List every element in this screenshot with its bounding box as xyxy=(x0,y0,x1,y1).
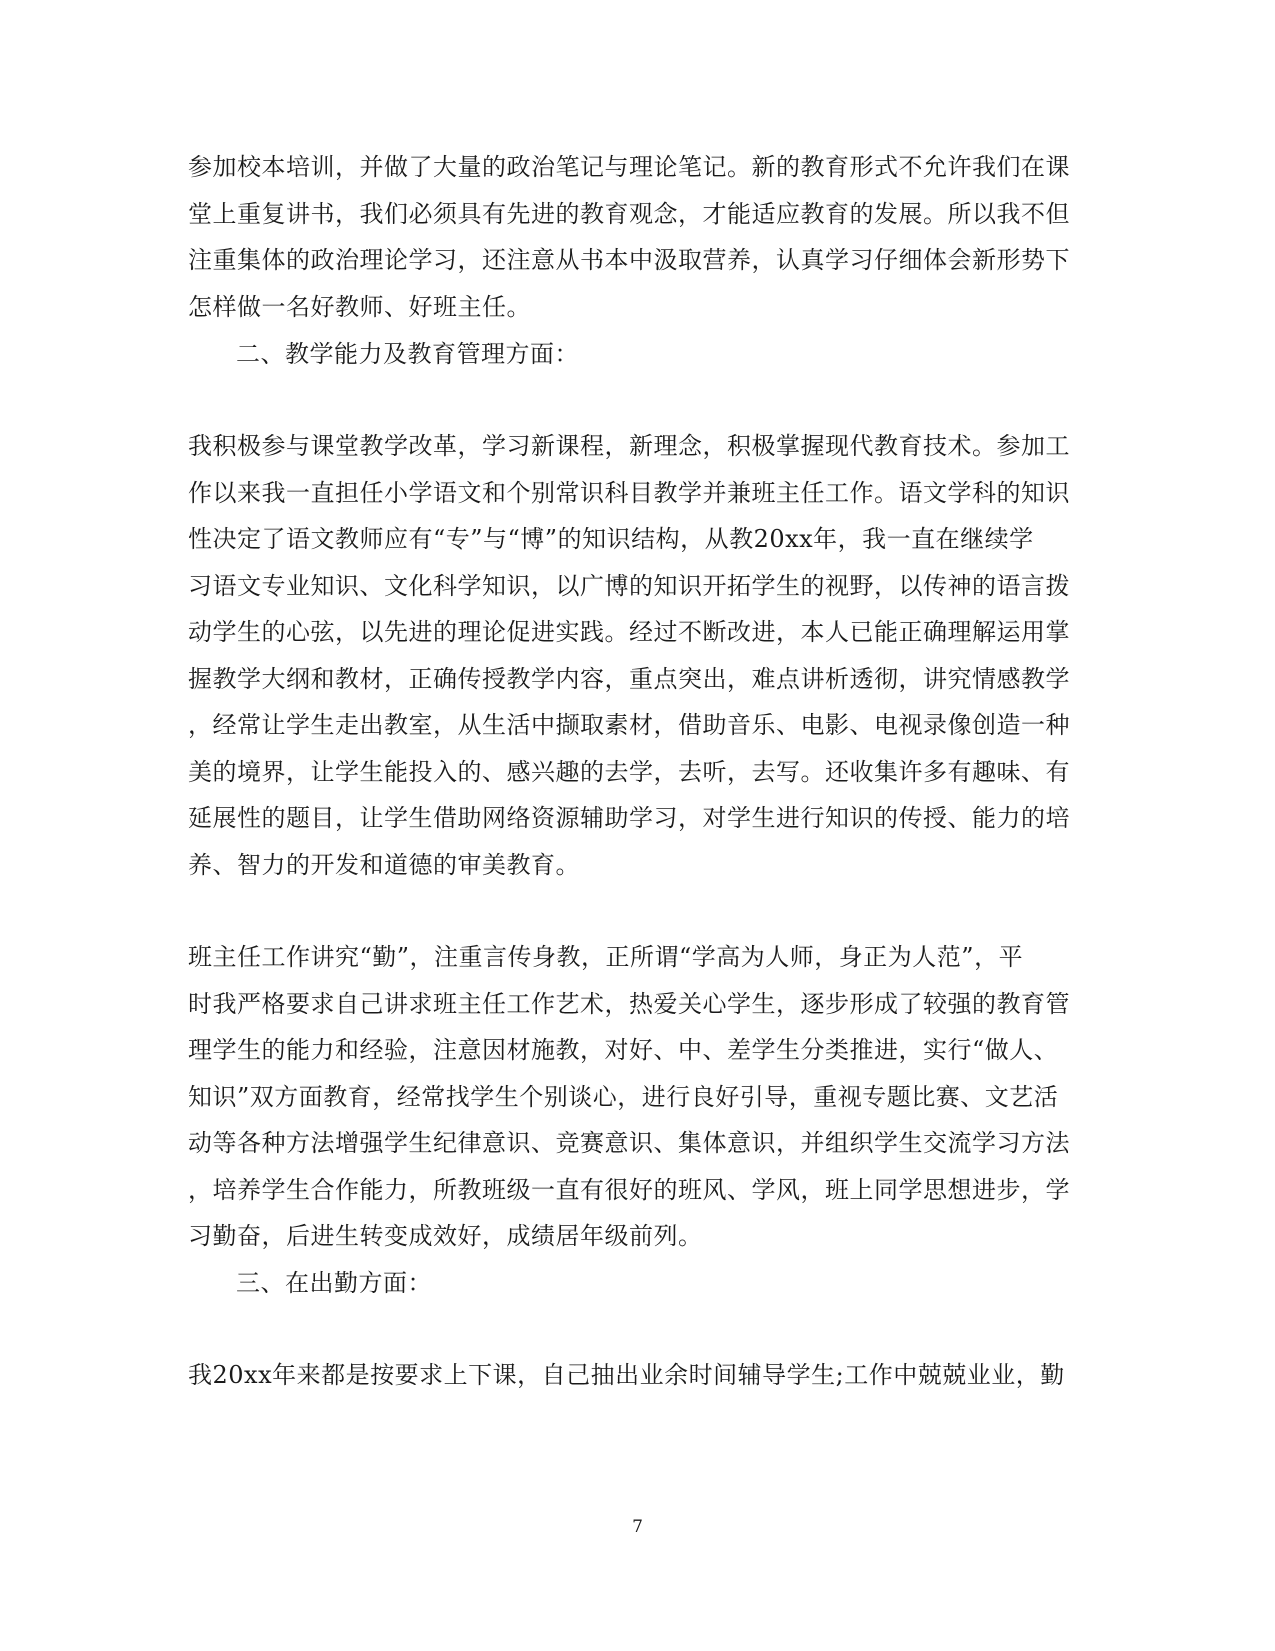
text-line: 性决定了语文教师应有“专”与“博”的知识结构，从教20xx年，我一直在继续学 xyxy=(188,525,1034,553)
text-line: 延展性的题目，让学生借助网络资源辅助学习，对学生进行知识的传授、能力的培 xyxy=(188,804,1070,832)
text-line: 作以来我一直担任小学语文和个别常识科目教学并兼班主任工作。语文学科的知识 xyxy=(188,479,1070,507)
text-line: 堂上重复讲书，我们必须具有先进的教育观念，才能适应教育的发展。所以我不但 xyxy=(188,200,1070,228)
text-line: 班主任工作讲究“勤”，注重言传身教，正所谓“学高为人师，身正为人范”，平 xyxy=(188,943,1024,971)
text-line: 美的境界，让学生能投入的、感兴趣的去学，去听，去写。还收集许多有趣味、有 xyxy=(188,758,1070,786)
text-line: 动学生的心弦，以先进的理论促进实践。经过不断改进，本人已能正确理解运用掌 xyxy=(188,618,1070,646)
text-line: 我积极参与课堂教学改革，学习新课程，新理念，积极掌握现代教育技术。参加工 xyxy=(188,432,1070,460)
text-line: 理学生的能力和经验，注意因材施教，对好、中、差学生分类推进，实行“做人、 xyxy=(188,1036,1059,1064)
text-line: 我20xx年来都是按要求上下课，自己抽出业余时间辅导学生;工作中兢兢业业，勤 xyxy=(188,1361,1065,1389)
text-line: 时我严格要求自己讲求班主任工作艺术，热爱关心学生，逐步形成了较强的教育管 xyxy=(188,990,1070,1018)
page-number: 7 xyxy=(632,1517,643,1537)
text-line: 注重集体的政治理论学习，还注意从书本中汲取营养，认真学习仔细体会新形势下 xyxy=(188,246,1070,274)
section-heading: 二、教学能力及教育管理方面： xyxy=(236,340,579,368)
text-line: 动等各种方法增强学生纪律意识、竞赛意识、集体意识，并组织学生交流学习方法 xyxy=(188,1129,1070,1157)
text-line: 知识”双方面教育，经常找学生个别谈心，进行良好引导，重视专题比赛、文艺活 xyxy=(188,1083,1059,1111)
text-line: 握教学大纲和教材，正确传授教学内容，重点突出，难点讲析透彻，讲究情感教学 xyxy=(188,665,1070,693)
text-line: 习勤奋，后进生转变成效好，成绩居年级前列。 xyxy=(188,1222,703,1250)
text-line: 怎样做一名好教师、好班主任。 xyxy=(188,293,531,321)
text-line: 习语文专业知识、文化科学知识，以广博的知识开拓学生的视野，以传神的语言拨 xyxy=(188,572,1070,600)
text-line: ，培养学生合作能力，所教班级一直有很好的班风、学风，班上同学思想进步，学 xyxy=(188,1176,1070,1204)
text-line: ，经常让学生走出教室，从生活中撷取素材，借助音乐、电影、电视录像创造一种 xyxy=(188,711,1070,739)
text-line: 养、智力的开发和道德的审美教育。 xyxy=(188,851,580,879)
text-line: 参加校本培训，并做了大量的政治笔记与理论笔记。新的教育形式不允许我们在课 xyxy=(188,153,1070,181)
section-heading: 三、在出勤方面： xyxy=(236,1269,432,1297)
